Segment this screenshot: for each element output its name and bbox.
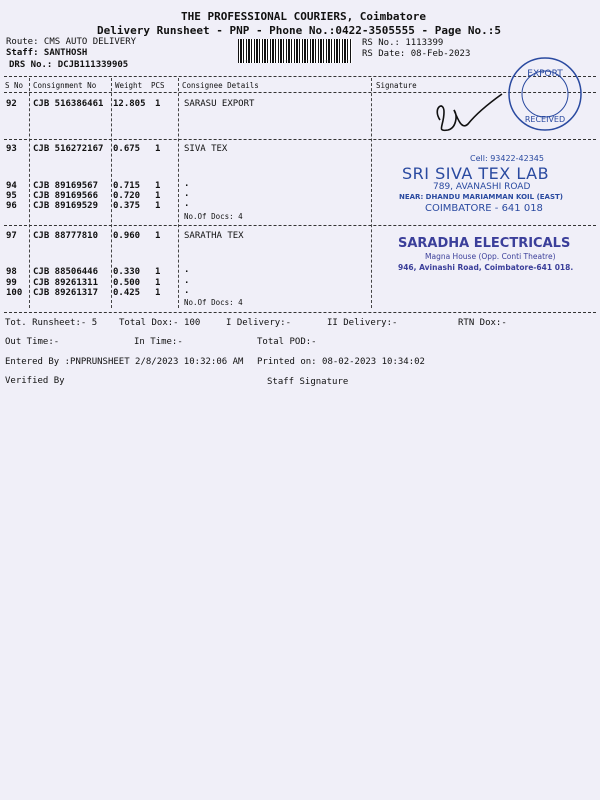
divider bbox=[4, 312, 596, 313]
row-consignee: . bbox=[184, 276, 190, 286]
row-sno: 97 bbox=[6, 231, 17, 241]
row-sno: 93 bbox=[6, 144, 17, 154]
rtn-dox: RTN Dox:- bbox=[458, 318, 507, 328]
out-time: Out Time:- bbox=[5, 337, 60, 347]
col-sno: S No bbox=[5, 81, 24, 90]
barcode bbox=[238, 39, 352, 63]
column-line bbox=[29, 78, 30, 308]
row-sno: 100 bbox=[6, 288, 23, 298]
row-pcs: 1 bbox=[155, 99, 161, 109]
stamp-saradha-addr2: 946, Avinashi Road, Coimbatore-641 018. bbox=[398, 263, 574, 272]
row-consignment: CJB 89169567 bbox=[33, 181, 99, 191]
stamp-text-bottom: RECEIVED bbox=[524, 115, 566, 124]
row-consignee: . bbox=[184, 179, 190, 189]
row-pcs: 1 bbox=[155, 144, 161, 154]
runsheet-subtitle: Delivery Runsheet - PNP - Phone No.:0422-3505555 - Page No.:5 bbox=[97, 24, 501, 37]
i-delivery: I Delivery:- bbox=[226, 318, 292, 328]
stamp-cell: Cell: 93422-42345 bbox=[470, 154, 544, 163]
row-consignee: . bbox=[184, 199, 190, 209]
col-pcs: PCS bbox=[151, 81, 165, 90]
row-consignment: CJB 516272167 bbox=[33, 144, 104, 154]
row-weight: 12.805 bbox=[113, 99, 146, 109]
row-consignment: CJB 89261317 bbox=[33, 288, 99, 298]
row-weight: 0.675 bbox=[113, 144, 141, 154]
column-line bbox=[371, 78, 372, 308]
col-consignment: Consignment No bbox=[33, 81, 97, 90]
row-weight: 0.425 bbox=[113, 288, 141, 298]
row-consignment: CJB 89169566 bbox=[33, 191, 99, 201]
drs-number: DRS No.: DCJB111339905 bbox=[9, 60, 129, 70]
row-pcs: 1 bbox=[155, 288, 161, 298]
verified-by: Verified By bbox=[5, 376, 65, 386]
stamp-siva-addr3: COIMBATORE - 641 018 bbox=[425, 203, 543, 214]
route-label: Route: CMS AUTO DELIVERY bbox=[6, 37, 137, 47]
row-sno: 92 bbox=[6, 99, 17, 109]
rs-number: RS No.: 1113399 bbox=[362, 38, 444, 48]
col-weight: Weight bbox=[115, 81, 143, 90]
row-sno: 98 bbox=[6, 267, 17, 277]
stamp-saradha-name: SARADHA ELECTRICALS bbox=[398, 236, 571, 251]
tot-runsheet: Tot. Runsheet:- 5 bbox=[5, 318, 98, 328]
printed-on: Printed on: 08-02-2023 10:34:02 bbox=[257, 357, 425, 367]
row-pcs: 1 bbox=[155, 201, 161, 211]
row-weight: 0.720 bbox=[113, 191, 141, 201]
row-sno: 94 bbox=[6, 181, 17, 191]
row-consignment: CJB 89169529 bbox=[33, 201, 99, 211]
row-consignee: . bbox=[184, 265, 190, 275]
in-time: In Time:- bbox=[134, 337, 183, 347]
stamp-text-top: EXPORT bbox=[527, 69, 563, 79]
row-consignee: SARASU EXPORT bbox=[184, 99, 255, 109]
row-pcs: 1 bbox=[155, 231, 161, 241]
row-sno: 99 bbox=[6, 278, 17, 288]
total-dox: Total Dox:- 100 bbox=[119, 318, 201, 328]
row-weight: 0.960 bbox=[113, 231, 141, 241]
column-line bbox=[178, 78, 179, 308]
column-line bbox=[111, 78, 112, 308]
col-consignee: Consignee Details bbox=[182, 81, 259, 90]
row-consignee: . bbox=[184, 189, 190, 199]
stamp-siva-name: SRI SIVA TEX LAB bbox=[402, 164, 550, 183]
total-pod: Total POD:- bbox=[257, 337, 317, 347]
staff-label: Staff: SANTHOSH bbox=[6, 48, 88, 58]
row-consignment: CJB 516386461 bbox=[33, 99, 104, 109]
row-pcs: 1 bbox=[155, 278, 161, 288]
received-stamp bbox=[505, 54, 585, 134]
rs-date: RS Date: 08-Feb-2023 bbox=[362, 49, 471, 59]
row-sno: 95 bbox=[6, 191, 17, 201]
col-signature: Signature bbox=[376, 81, 417, 90]
row-pcs: 1 bbox=[155, 267, 161, 277]
row-consignee: . bbox=[184, 286, 190, 296]
row-weight: 0.375 bbox=[113, 201, 141, 211]
row-pcs: 1 bbox=[155, 191, 161, 201]
row-consignment: CJB 89261311 bbox=[33, 278, 99, 288]
ii-delivery: II Delivery:- bbox=[327, 318, 398, 328]
row-pcs: 1 bbox=[155, 181, 161, 191]
stamp-siva-addr2: NEAR: DHANDU MARIAMMAN KOIL (EAST) bbox=[399, 193, 563, 201]
docs-count: No.Of Docs: 4 bbox=[184, 298, 243, 307]
row-consignment: CJB 88506446 bbox=[33, 267, 99, 277]
company-title: THE PROFESSIONAL COURIERS, Coimbatore bbox=[181, 10, 427, 23]
staff-signature: Staff Signature bbox=[267, 377, 349, 387]
entered-by: Entered By :PNPRUNSHEET 2/8/2023 10:32:06 AM bbox=[5, 357, 244, 367]
row-weight: 0.715 bbox=[113, 181, 141, 191]
handwritten-signature bbox=[430, 90, 510, 140]
row-weight: 0.500 bbox=[113, 278, 141, 288]
docs-count: No.Of Docs: 4 bbox=[184, 212, 243, 221]
row-sno: 96 bbox=[6, 201, 17, 211]
stamp-saradha-addr1: Magna House (Opp. Conti Theatre) bbox=[425, 252, 556, 261]
stamp-siva-addr1: 789, AVANASHI ROAD bbox=[433, 182, 531, 192]
row-weight: 0.330 bbox=[113, 267, 141, 277]
row-consignee: SARATHA TEX bbox=[184, 231, 244, 241]
row-consignee: SIVA TEX bbox=[184, 144, 228, 154]
divider bbox=[4, 225, 596, 226]
row-consignment: CJB 88777810 bbox=[33, 231, 99, 241]
